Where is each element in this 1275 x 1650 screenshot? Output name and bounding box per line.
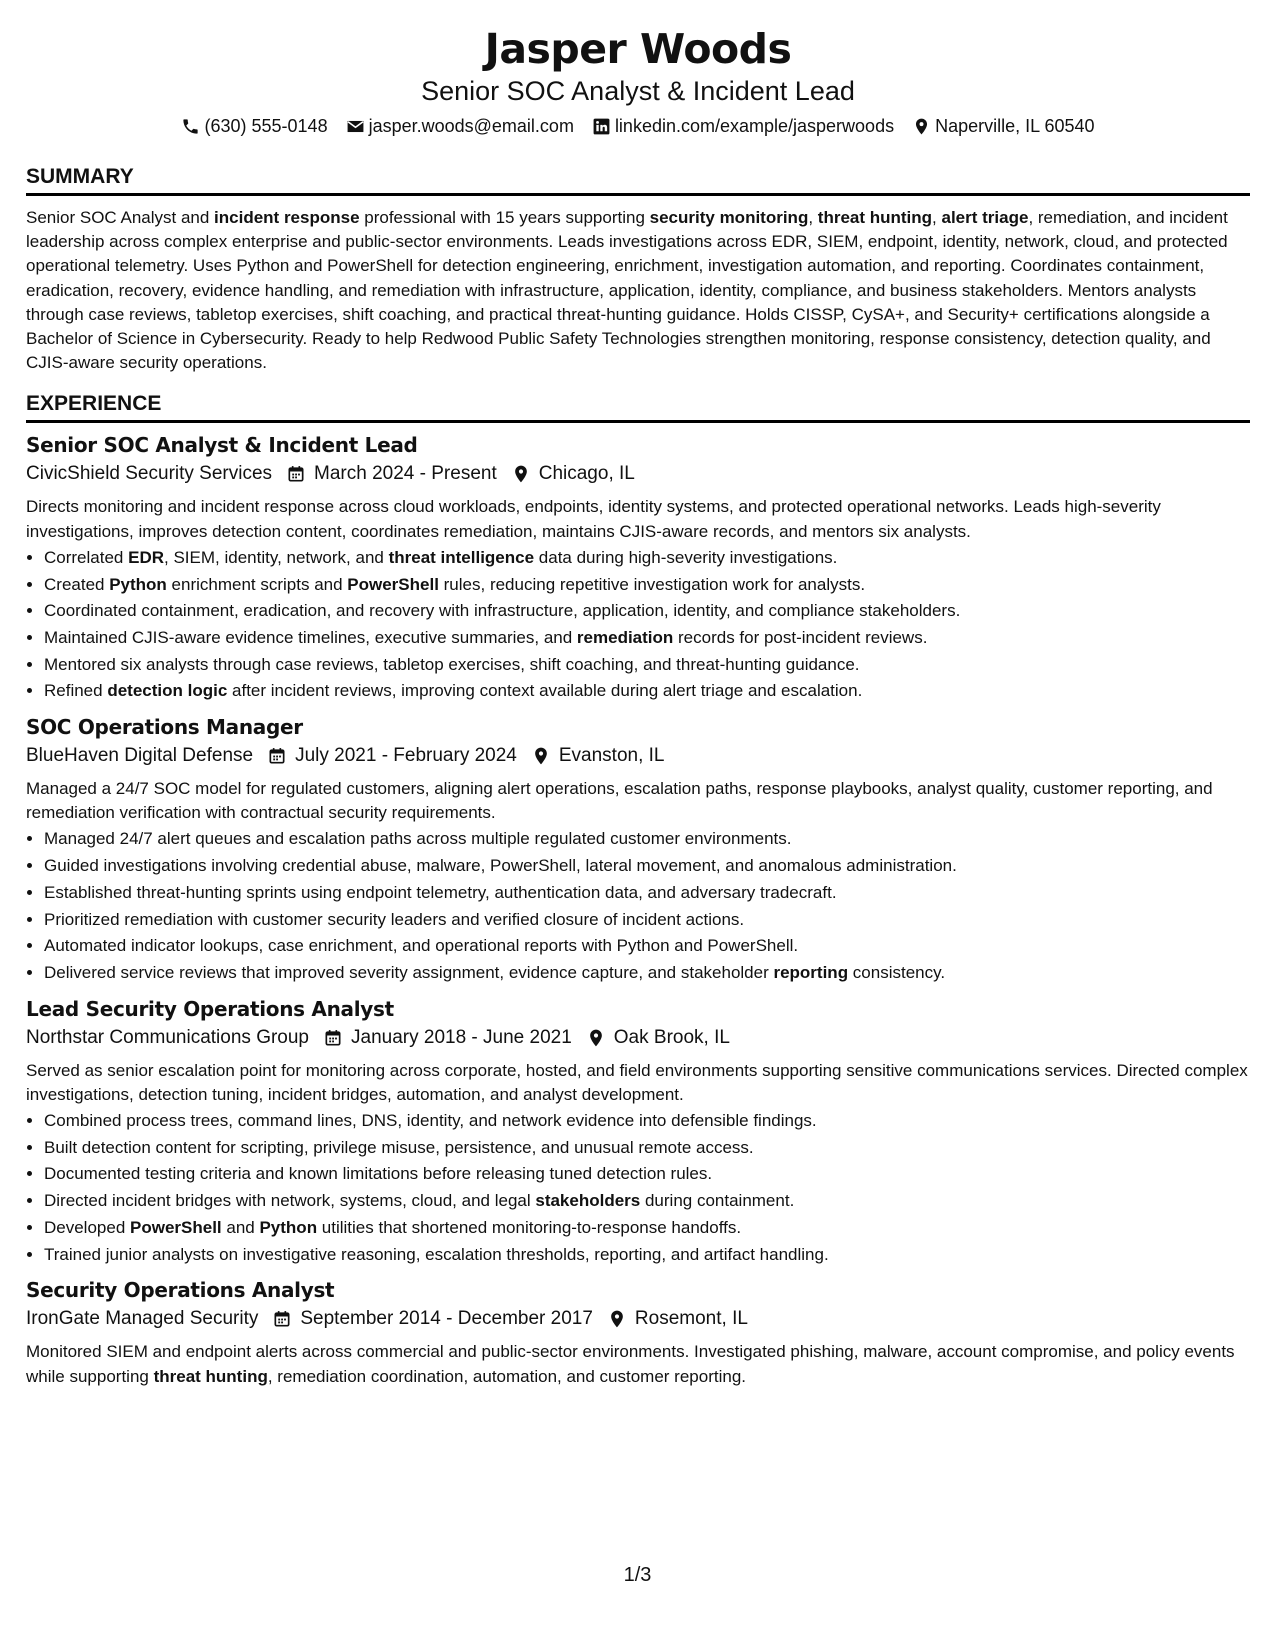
bullet-item: • Guided investigations involving credential abuse, malware, PowerShell, lateral movement, and anomalous administration.: [44, 853, 1250, 880]
page-number: 1/3: [623, 1564, 652, 1586]
experience-list: [26, 431, 1250, 1388]
contact-location: [912, 114, 1094, 138]
bullet-item: • Managed 24/7 alert queues and escalation paths across multiple regulated customer environments.: [44, 826, 1250, 853]
job-title: Lead Security Operations Analyst: [26, 996, 394, 1021]
bullet-item: • Automated indicator lookups, case enrichment, and operational reports with Python and PowerShell.: [44, 933, 1250, 960]
phone-text: (630) 555-0148: [204, 116, 328, 136]
calendar-icon: [258, 1309, 300, 1329]
bullet-item: • Correlated EDR, SIEM, identity, network, and threat intelligence data during high-severity investigations.: [44, 545, 1250, 572]
job-meta: [26, 460, 1250, 488]
email-text[interactable]: jasper.woods@email.com: [368, 116, 574, 136]
location-icon: [572, 1028, 614, 1048]
calendar-icon: [272, 464, 314, 484]
job-dates: March 2024 - Present: [314, 463, 497, 485]
bullet-item: • Delivered service reviews that improved severity assignment, evidence capture, and stakeholder reporting consistency.: [44, 960, 1250, 987]
bullet-item: • Maintained CJIS-aware evidence timelines, executive summaries, and remediation records for post-incident reviews.: [44, 625, 1250, 652]
job-location: Rosemont, IL: [634, 1308, 748, 1330]
resume-page: [26, 24, 1250, 1389]
bullet-item: • Developed PowerShell and Python utilities that shortened monitoring-to-response handoffs.: [44, 1215, 1250, 1242]
job-bullets: [26, 826, 1250, 986]
bullet-item: • Documented testing criteria and known limitations before releasing tuned detection rules.: [44, 1161, 1250, 1188]
job-description: Directs monitoring and incident response across cloud workloads, endpoints, identity systems, and protected operational networks. Leads high-severity investigations, improves detection content, coordinates remediation, maintains CJIS-aware records, and mentors six analysts.: [26, 497, 1161, 541]
email-icon: [346, 117, 365, 136]
bullet-item: • Coordinated containment, eradication, and recovery with infrastructure, application, identity, and compliance stakeholders.: [44, 598, 1250, 625]
company-name: IronGate Managed Security: [26, 1308, 259, 1330]
contact-email[interactable]: [346, 114, 574, 138]
job-bullets: [26, 1108, 1250, 1268]
job-location: Evanston, IL: [558, 745, 665, 767]
location-text: Naperville, IL 60540: [935, 116, 1095, 136]
bullet-item: • Built detection content for scripting, privilege misuse, persistence, and unusual remote access.: [44, 1135, 1250, 1162]
job-description: Monitored SIEM and endpoint alerts across commercial and public-sector environments. Investigated phishing, malware, account compromise, and policy events while supporting threat hunting, remediation coordination, automation, and customer reporting.: [26, 1342, 1235, 1386]
candidate-title: Senior SOC Analyst & Incident Lead: [421, 76, 855, 106]
bullet-item: • Directed incident bridges with network, systems, cloud, and legal stakeholders during containment.: [44, 1188, 1250, 1215]
job-dates: January 2018 - June 2021: [351, 1026, 572, 1048]
bullet-item: • Created Python enrichment scripts and PowerShell rules, reducing repetitive investigation work for analysts.: [44, 572, 1250, 599]
calendar-icon: [253, 746, 295, 766]
job-description: Served as senior escalation point for monitoring across corporate, hosted, and field environments supporting sensitive communications services. Directed complex investigations, detection tuning, incident bridges, automation, and analyst development.: [26, 1060, 1248, 1104]
job-entry: [26, 431, 1250, 705]
job-dates: September 2014 - December 2017: [300, 1308, 593, 1330]
bullet-item: • Refined detection logic after incident reviews, improving context available during alert triage and escalation.: [44, 678, 1250, 705]
job-title: Security Operations Analyst: [26, 1278, 335, 1303]
bullet-item: • Trained junior analysts on investigative reasoning, escalation thresholds, reporting, and artifact handling.: [44, 1242, 1250, 1269]
job-meta: [26, 1305, 1250, 1333]
location-icon: [497, 464, 539, 484]
contact-linkedin[interactable]: [592, 114, 894, 138]
job-entry: [26, 995, 1250, 1269]
candidate-name: Jasper Woods: [484, 25, 792, 73]
company-name: CivicShield Security Services: [26, 463, 273, 485]
job-location: Oak Brook, IL: [613, 1026, 730, 1048]
contact-bar: [26, 114, 1250, 138]
job-meta: [26, 1024, 1250, 1052]
linkedin-text[interactable]: linkedin.com/example/jasperwoods: [614, 116, 895, 136]
job-bullets: [26, 545, 1250, 705]
job-entry: [26, 1276, 1250, 1388]
job-dates: July 2021 - February 2024: [295, 745, 517, 767]
contact-phone: [181, 114, 327, 138]
bullet-item: • Combined process trees, command lines, DNS, identity, and network evidence into defensible findings.: [44, 1108, 1250, 1135]
bullet-item: • Prioritized remediation with customer security leaders and verified closure of incident actions.: [44, 907, 1250, 934]
job-description: Managed a 24/7 SOC model for regulated customers, aligning alert operations, escalation paths, response playbooks, analyst quality, customer reporting, and remediation verification with contractual security requirements.: [26, 779, 1213, 823]
location-icon: [593, 1309, 635, 1329]
bullet-item: • Mentored six analysts through case reviews, tabletop exercises, shift coaching, and threat-hunting guidance.: [44, 652, 1250, 679]
company-name: Northstar Communications Group: [26, 1026, 309, 1048]
summary-heading: SUMMARY: [26, 164, 1250, 196]
company-name: BlueHaven Digital Defense: [26, 745, 254, 767]
location-icon: [517, 746, 559, 766]
job-title: SOC Operations Manager: [26, 715, 303, 740]
phone-icon: [181, 117, 200, 136]
job-entry: [26, 713, 1250, 987]
experience-heading: EXPERIENCE: [26, 391, 1250, 423]
location-icon: [912, 117, 931, 136]
job-title: Senior SOC Analyst & Incident Lead: [26, 433, 418, 458]
summary-text: Senior SOC Analyst and incident response professional with 15 years supporting security monitoring, threat hunting, alert triage, remediation, and incident leadership across complex enterprise and public-sector environments. Leads investigations across EDR, SIEM, endpoint, identity, network, cloud, and protected operational telemetry. Uses Python and PowerShell for detection engineering, enrichment, investigation automation, and reporting. Coordinates containment, eradication, recovery, evidence handling, and remediation with infrastructure, application, identity, compliance, and business stakeholders. Mentors analysts through case reviews, tabletop exercises, shift coaching, and practical threat-hunting guidance. Holds CISSP, CySA+, and Security+ certifications alongside a Bachelor of Science in Cybersecurity. Ready to help Redwood Public Safety Technologies strengthen monitoring, response consistency, detection quality, and CJIS-aware security operations.: [26, 208, 1228, 373]
bullet-item: • Established threat-hunting sprints using endpoint telemetry, authentication data, and adversary tradecraft.: [44, 880, 1250, 907]
linkedin-icon: [592, 117, 611, 136]
calendar-icon: [309, 1028, 351, 1048]
job-location: Chicago, IL: [538, 463, 635, 485]
job-meta: [26, 742, 1250, 770]
